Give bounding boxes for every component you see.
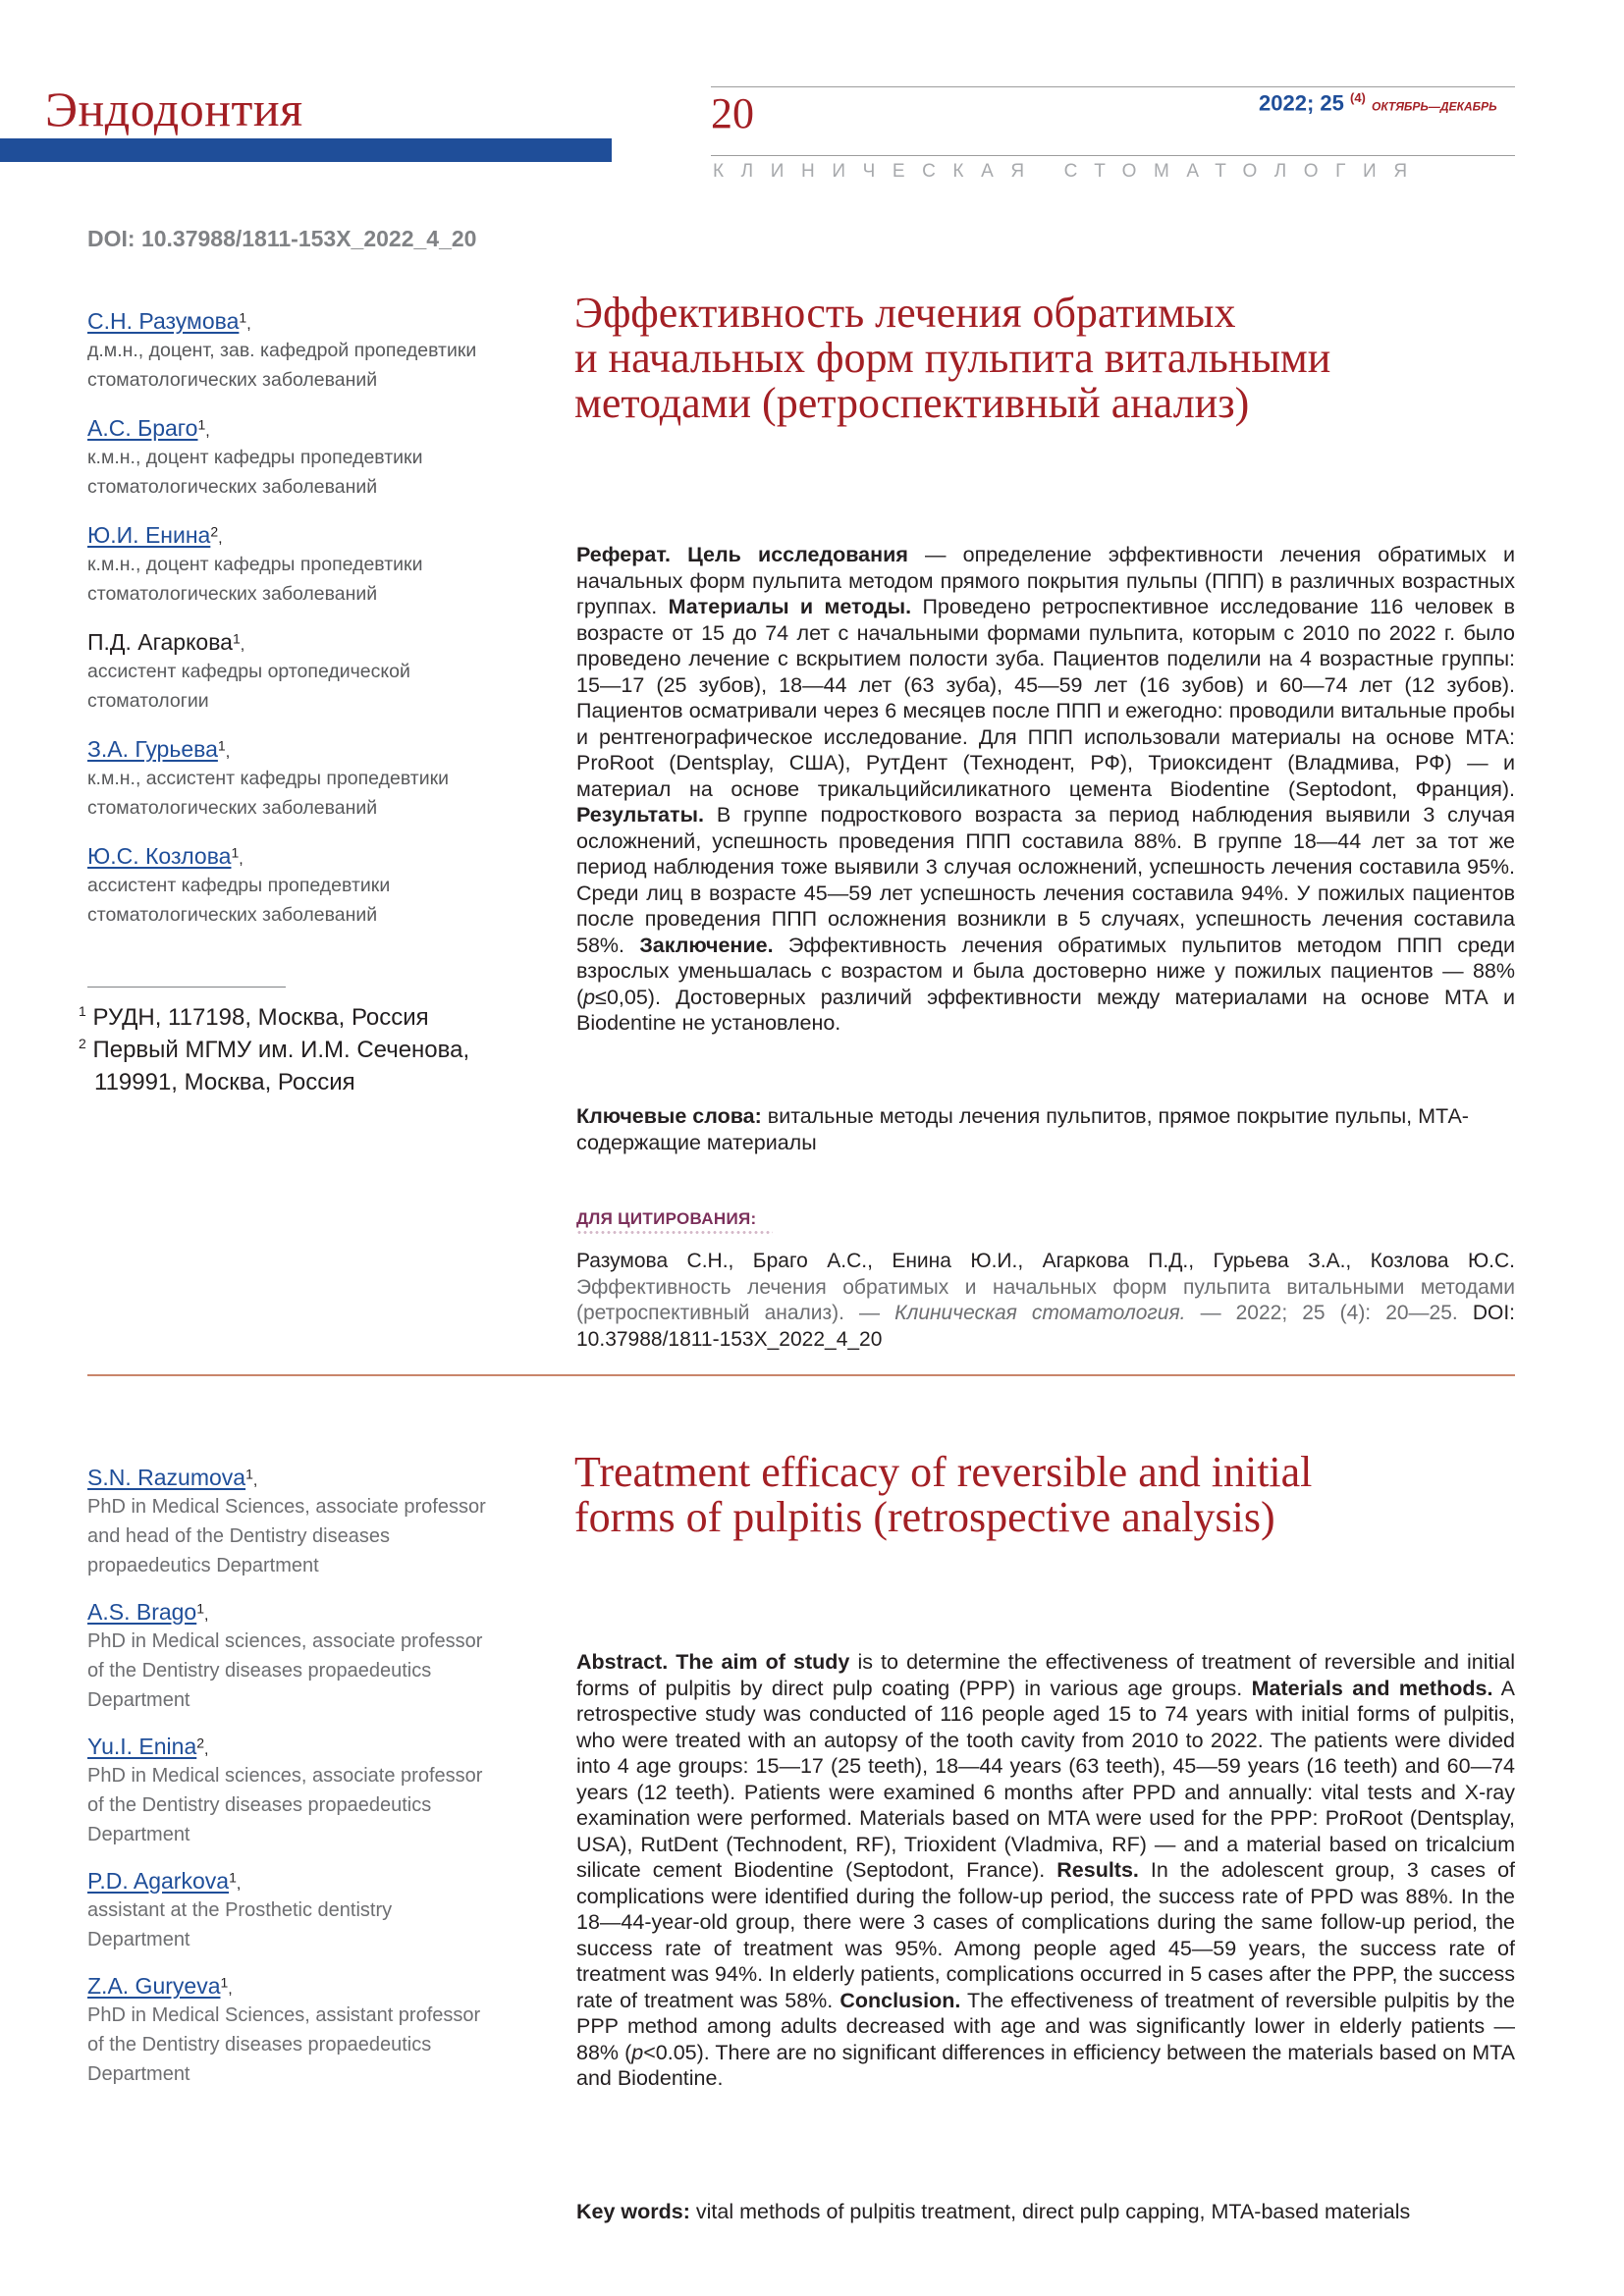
author-ru-2: А.С. Браго1, к.м.н., доцент кафедры пропедевтики стоматологических заболеваний bbox=[87, 413, 519, 502]
author-affiliation-index: 2 bbox=[210, 523, 219, 540]
author-name-link[interactable]: P.D. Agarkova bbox=[87, 1868, 230, 1894]
author-name-link[interactable]: Yu.I. Enina bbox=[87, 1734, 197, 1759]
author-en-2: A.S. Brago1, PhD in Medical sciences, associate professor of the Dentistry diseases propaedeutics Department bbox=[87, 1597, 519, 1715]
author-position: к.м.н., доцент кафедры пропедевтики bbox=[87, 447, 423, 468]
author-affiliation-index: 1 bbox=[245, 1466, 253, 1482]
author-affiliation-index: 1 bbox=[239, 309, 247, 326]
affiliation-2-cont: 119991, Москва, Россия bbox=[94, 1069, 355, 1095]
citation-text: Разумова С.Н., Браго А.С., Енина Ю.И., Агаркова П.Д., Гурьева З.А., Козлова Ю.С. Эффективность лечения обратимых и начальных форм пульпита витальными методами (ретроспективный анализ). — Клиническая стоматология. — 2022; 25 (4): 20—25. DOI: 10.37988/1811-153X_2022_4_20 bbox=[576, 1250, 1515, 1351]
affiliation-1: $^1$ РУДН, 117198, Москва, Россия bbox=[79, 1003, 429, 1031]
author-position: Department bbox=[87, 1929, 190, 1950]
affiliation-2: $^2$ Первый МГМУ им. И.М. Сеченова, bbox=[79, 1036, 470, 1063]
authors-en bbox=[87, 1463, 519, 2106]
article-title-ru: Эффективность лечения обратимых и начальных форм пульпита витальными методами (ретроспективный анализ) bbox=[574, 289, 1331, 427]
author-name-link[interactable]: Ю.С. Козлова bbox=[87, 843, 232, 869]
author-en-3: Yu.I. Enina2, PhD in Medical sciences, associate professor of the Dentistry diseases propaedeutics Department bbox=[87, 1732, 519, 1849]
author-affiliation-index: 1 bbox=[197, 416, 206, 433]
author-name-link[interactable]: С.Н. Разумова bbox=[87, 308, 240, 334]
author-position: PhD in Medical sciences, associate professor bbox=[87, 1765, 483, 1787]
author-name: П.Д. Агаркова bbox=[87, 629, 233, 655]
section-title: Эндодонтия bbox=[45, 81, 303, 136]
author-name-link[interactable]: S.N. Razumova bbox=[87, 1465, 246, 1490]
header-top-rule bbox=[711, 86, 1515, 87]
citation-heading: ДЛЯ ЦИТИРОВАНИЯ: bbox=[576, 1209, 757, 1228]
author-position: Department bbox=[87, 2063, 190, 2085]
author-position: Department bbox=[87, 1689, 190, 1711]
author-position: and head of the Dentistry diseases bbox=[87, 1525, 390, 1547]
authors-ru bbox=[87, 306, 519, 948]
issue-year-volume: 2022; 25 bbox=[1259, 90, 1344, 116]
article-title-en: Treatment efficacy of reversible and initial forms of pulpitis (retrospective analysis) bbox=[574, 1448, 1313, 1541]
language-separator-rule bbox=[87, 1374, 1515, 1376]
author-position: PhD in Medical sciences, associate professor bbox=[87, 1630, 483, 1652]
author-position: Department bbox=[87, 1824, 190, 1845]
author-position: к.м.н., ассистент кафедры пропедевтики bbox=[87, 768, 450, 789]
author-ru-5: З.А. Гурьева1, к.м.н., ассистент кафедры пропедевтики стоматологических заболеваний bbox=[87, 734, 519, 823]
author-position: д.м.н., доцент, зав. кафедрой пропедевтики bbox=[87, 340, 477, 361]
affiliations-rule bbox=[87, 987, 286, 988]
author-position: PhD in Medical Sciences, assistant professor bbox=[87, 2004, 481, 2026]
author-en-4: P.D. Agarkova1, assistant at the Prosthetic dentistry Department bbox=[87, 1866, 519, 1954]
issue-months: ОКТЯБРЬ—ДЕКАБРЬ bbox=[1372, 99, 1497, 114]
author-ru-1: С.Н. Разумова1, д.м.н., доцент, зав. кафедрой пропедевтики стоматологических заболеваний bbox=[87, 306, 519, 395]
author-position: стоматологических заболеваний bbox=[87, 369, 378, 391]
author-position: стоматологических заболеваний bbox=[87, 904, 378, 926]
author-position: of the Dentistry diseases propaedeutics bbox=[87, 1660, 432, 1682]
author-affiliation-index: 1 bbox=[196, 1600, 205, 1617]
abstract-en: Abstract. The aim of study is to determine the effectiveness of treatment of reversible and initial forms of pulpitis by direct pulp coating (PPP) in various age groups. Materials and methods. A retrospective study was conducted of 116 people aged 15 to 74 years with initial forms of pulpitis, who were treated with an autopsy of the tooth cavity from 2010 to 2022. The patients were divided into 4 age groups: 15—17 (25 teeth), 18—44 years (63 teeth), 45—59 years (16 teeth) and 60—74 years (12 teeth). Patients were examined 6 months after PPD and annually: vital tests and X-ray examination were performed. Materials based on MTA were used for the PPP: ProRoot (Dentsplay, USA), RutDent (Technodent, RF), Trioxident (Vladmiva, RF) — and a material based on tricalcium silicate cement Biodentine (Septodont, France). Results. In the adolescent group, 3 cases of complications were identified during the follow-up period, the success rate of PPD was 88%. In the 18—44-year-old group, there were 3 cases of complications during the same follow-up period, the success rate of treatment was 95%. Among people aged 45—59 years, the success rate of treatment was 94%. In elderly patients, complications occurred in 5 cases after the PPP, the success rate of treatment was 58%. Conclusion. The effectiveness of treatment of reversible pulpitis by the PPP method among adults decreased with age and was significantly lower in elderly patients — 88% (p<0.05). There are no significant differences in efficiency between the materials based on MTA and Biodentine. bbox=[576, 1650, 1515, 2090]
author-position: к.м.н., доцент кафедры пропедевтики bbox=[87, 554, 423, 575]
author-name-link[interactable]: З.А. Гурьева bbox=[87, 736, 218, 762]
author-en-5: Z.A. Guryeva1, PhD in Medical Sciences, assistant professor of the Dentistry diseases propaedeutics Department bbox=[87, 1971, 519, 2089]
page-number: 20 bbox=[711, 89, 754, 137]
author-position: стоматологических заболеваний bbox=[87, 476, 378, 498]
author-name-link[interactable]: A.S. Brago bbox=[87, 1599, 197, 1625]
affiliations bbox=[79, 1001, 511, 1098]
author-affiliation-index: 1 bbox=[217, 737, 226, 754]
author-position: of the Dentistry diseases propaedeutics bbox=[87, 1794, 432, 1816]
abstract-ru: Реферат. Цель исследования — определение эффективности лечения обратимых и начальных форм пульпита методом прямого покрытия пульпы (ППП) в различных возрастных группах. Материалы и методы. Проведено ретроспективное исследование 116 человек в возрасте от 15 до 74 лет с начальными формами пульпита, которым с 2010 по 2022 г. было проведено лечение с вскрытием полости зуба. Пациентов поделили на 4 возрастные группы: 15—17 (25 зубов), 18—44 лет (63 зуба), 45—59 лет (16 зубов) и 60—74 лет (12 зубов). Пациентов осматривали через 6 месяцев после ППП и ежегодно: проводили витальные пробы и рентгенографическое исследование. Для ППП использовали материалы на основе МТА: ProRoot (Dentsplay, США), РутДент (Технодент, РФ), Триоксидент (Владмива, РФ) — и материал на основе трикальцийсиликатного цемента Biodentine (Septodont, Франция). Результаты. В группе подросткового возраста за период наблюдения выявили 3 случая осложнений, успешность проведения ППП составила 88%. В группе 18—44 лет за тот же период наблюдения тоже выявили 3 случая осложнений, успешность лечения составила 95%. Среди лиц в возрасте 45—59 лет успешность лечения составила 94%. У пожилых пациентов после проведения ППП осложнения возникли в 5 случаях, успешность лечения составила 58%. Заключение. Эффективность лечения обратимых пульпитов методом ППП среди взрослых уменьшалась с возрастом и была достоверно ниже у пожилых пациентов — 88% (p≤0,05). Достоверных различий эффективности между материалами на основе МТА и Biodentine не установлено. bbox=[576, 543, 1516, 1035]
issue-info bbox=[1259, 90, 1497, 116]
author-position: PhD in Medical Sciences, associate professor bbox=[87, 1496, 486, 1518]
author-position: propaedeutics Department bbox=[87, 1555, 319, 1576]
header-mid-rule bbox=[711, 155, 1515, 156]
author-ru-4: П.Д. Агаркова1, ассистент кафедры ортопедической стоматологии bbox=[87, 627, 519, 716]
author-position: assistant at the Prosthetic dentistry bbox=[87, 1899, 393, 1921]
section-color-bar bbox=[0, 138, 612, 162]
author-name-link[interactable]: Ю.И. Енина bbox=[87, 522, 211, 548]
author-position: стоматологии bbox=[87, 690, 209, 712]
author-affiliation-index: 1 bbox=[229, 1869, 237, 1886]
author-name-link[interactable]: А.С. Браго bbox=[87, 415, 198, 441]
author-affiliation-index: 1 bbox=[232, 630, 241, 647]
author-position: ассистент кафедры ортопедической bbox=[87, 661, 410, 682]
author-en-1: S.N. Razumova1, PhD in Medical Sciences, associate professor and head of the Dentistry diseases propaedeutics Department bbox=[87, 1463, 519, 1580]
author-position: ассистент кафедры пропедевтики bbox=[87, 875, 391, 896]
author-position: стоматологических заболеваний bbox=[87, 583, 378, 605]
author-affiliation-index: 1 bbox=[220, 1974, 229, 1991]
author-position: of the Dentistry diseases propaedeutics bbox=[87, 2034, 432, 2056]
author-name-link[interactable]: Z.A. Guryeva bbox=[87, 1973, 221, 1999]
author-affiliation-index: 1 bbox=[231, 844, 240, 861]
doi: DOI: 10.37988/1811-153X_2022_4_20 bbox=[87, 226, 477, 251]
author-affiliation-index: 2 bbox=[196, 1735, 205, 1751]
issue-number: (4) bbox=[1349, 90, 1366, 105]
author-ru-6: Ю.С. Козлова1, ассистент кафедры пропедевтики стоматологических заболеваний bbox=[87, 841, 519, 930]
keywords-en: Key words: vital methods of pulpitis treatment, direct pulp capping, MTA-based materials bbox=[576, 2200, 1411, 2223]
citation-dotted-rule bbox=[576, 1230, 773, 1235]
keywords-ru: Ключевые слова: витальные методы лечения пульпитов, прямое покрытие пульпы, МТА-содержащие материалы bbox=[576, 1104, 1469, 1154]
journal-name: КЛИНИЧЕСКАЯ СТОМАТОЛОГИЯ bbox=[713, 161, 1425, 182]
author-ru-3: Ю.И. Енина2, к.м.н., доцент кафедры пропедевтики стоматологических заболеваний bbox=[87, 520, 519, 609]
author-position: стоматологических заболеваний bbox=[87, 797, 378, 819]
